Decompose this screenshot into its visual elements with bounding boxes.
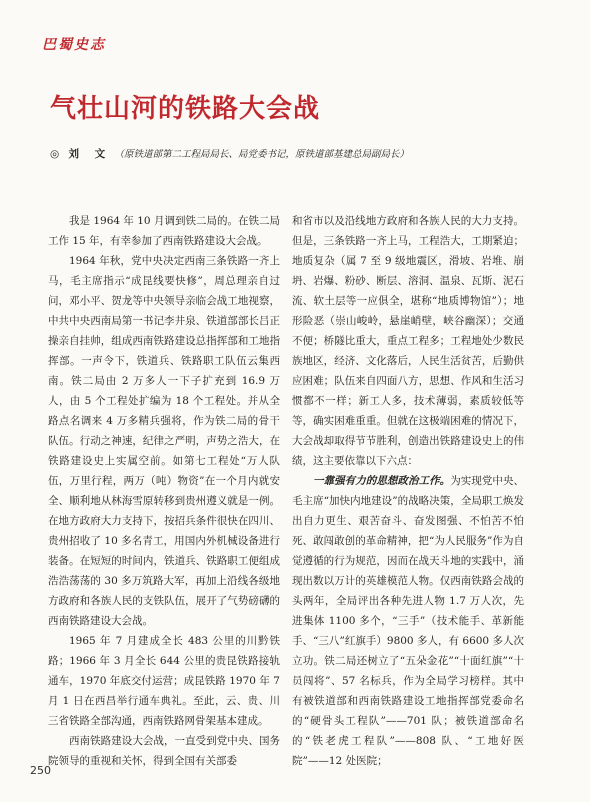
point-body: 为实现党中央、毛主席“加快内地建设”的战略决策，全局职工焕发出自力更生、艰苦奋斗、奋发图强、不怕苦不怕死、敢闯敢创的革命精神，把“为人民服务”作为自觉遵循的行为规范，因而在战天斗地的实践中，涌现出数以万计的英雄模范人物。仅西南铁路会战的头两年，全局评出各种先进人物 1.7 万人次，先进集体 1100 多个，“三手”（技术能手、革新能手、“三八”红旗手）9800 多人，有 6600 多人次立功。铁二局还树立了“五朵金花”“十面红旗”“十员闯将”、57 名标兵，作为全局学习榜样。其中有被铁道部和西南铁路建设工地指挥部党委命名的“硬骨头工程队”——701 队；被铁道部命名的“铁老虎工程队”——808 队、“工地好医院”——12 处医院；: [292, 475, 525, 767]
paragraph: 1964 年秋，党中央决定西南三条铁路一齐上马，毛主席指示“成昆线要快修”，周总理亲自过问，邓小平、贺龙等中央领导亲临会战工地视察，中共中央西南局第一书记李井泉、铁道部部长吕正操亲自挂帅，组成西南铁路建设总指挥部和工地指挥部。一声令下，铁道兵、铁路职工队伍云集西南。铁二局由 2 万多人一下子扩充到 16.9 万人，由 5 个工程处扩编为 18 个工程处。并从全路点名调来 4 万多精兵强将，作为铁二局的骨干队伍。行动之神速，纪律之严明，声势之浩大，在铁路建设史上实属空前。如第七工程处“万人队伍，万里行程，两万（吨）物资”在一个月内就安全、顺利地从林海雪原转移到贵州遵义就是一例。在地方政府大力支持下，按招兵条件很快在四川、贵州招收了 10 多名青工，用国内外机械设备进行装备。在短短的时间内，铁道兵、铁路职工便组成浩浩荡荡的 30 多万筑路大军，再加上沿线各级地方政府和各族人民的支铁队伍，展开了气势磅礴的西南铁路建设大会战。: [48, 255, 280, 627]
paragraph-continuation: 和省市以及沿线地方政府和各族人民的大力支持。但是，三条铁路一齐上马，工程浩大，工期紧迫；地质复杂（属 7 至 9 级地震区，滑坡、岩堆、崩坍、岩爆、粉砂、断层、溶洞、温泉、瓦斯、泥石流、软土层等一应俱全，堪称“地质博物馆”）；地形险恶（崇山峻岭，悬崖峭壁，峡谷幽深）；交通不便；桥隧比重大，重点工程多；工程地处少数民族地区，经济、文化落后，人民生活贫苦，后勤供应困难；队伍来自四面八方，思想、作风和生活习惯都不一样；新工人多，技术薄弱，素质较低等等，确实困难重重。但就在这极端困难的情况下，大会战却取得节节胜利，创造出铁路建设史上的伟绩，这主要依靠以下六点：: [292, 215, 524, 467]
paragraph: 我是 1964 年 10 月调到铁二局的。在铁二局工作 15 年，有幸参加了西南铁路建设大会战。: [48, 215, 280, 247]
paragraph: 1965 年 7 月建成全长 483 公里的川黔铁路；1966 年 3 月全长 644 公里的贵昆铁路接轨通车，1970 年底交付运营；成昆铁路 1970 年 7 月 1 日在西昌举行通车典礼。至此，云、贵、川三省铁路全部沟通，西南铁路网骨架基本建成。: [48, 635, 280, 727]
magazine-brand-logo: 巴蜀史志: [42, 37, 106, 53]
author-name: 刘 文: [68, 148, 112, 160]
left-text-column: [48, 211, 280, 771]
right-text-column: [292, 211, 524, 771]
byline: [50, 146, 409, 161]
point-heading: 一靠强有力的思想政治工作。: [313, 475, 451, 487]
byline-mark-icon: ◎: [50, 148, 60, 160]
author-affiliation: （原铁道部第二工程局局长、局党委书记，原铁道部基建总局副局长）: [114, 149, 410, 160]
page-number: 250: [30, 764, 51, 777]
paragraph: [292, 471, 524, 771]
article-title: 气壮山河的铁路大会战: [50, 94, 321, 124]
paragraph: 西南铁路建设大会战，一直受到党中央、国务院领导的重视和关怀，得到全国有关部委: [48, 735, 280, 767]
